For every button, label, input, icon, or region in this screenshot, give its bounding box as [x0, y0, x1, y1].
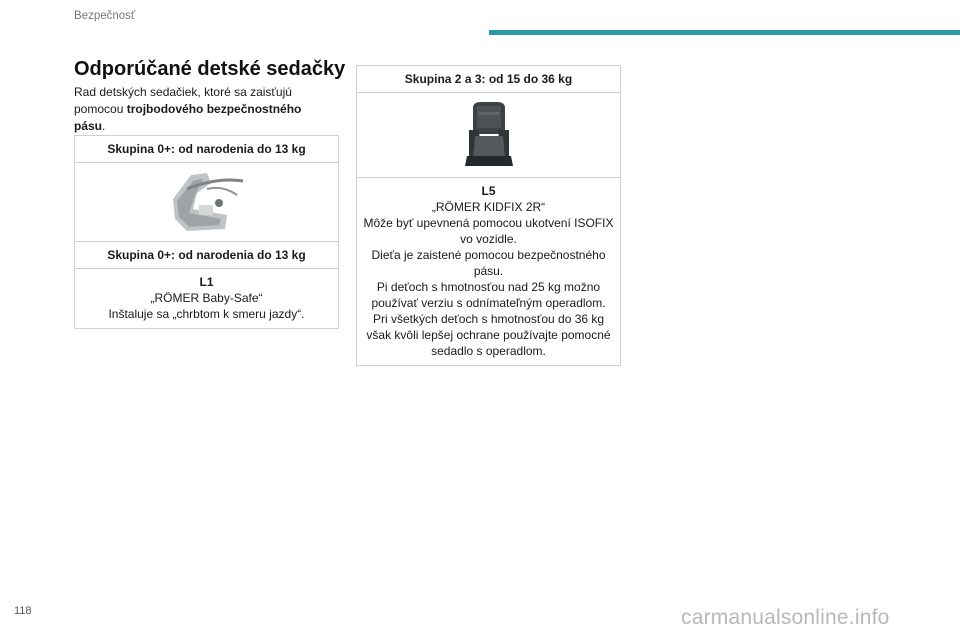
page-number: 118 — [14, 605, 32, 617]
header-accent-bar — [489, 30, 960, 35]
booster-seat-line: „RÖMER KIDFIX 2R“ — [431, 200, 546, 214]
booster-seat-description — [357, 178, 620, 365]
booster-seat-table — [356, 65, 621, 366]
infant-group-subheader: Skupina 0+: od narodenia do 13 kg — [75, 242, 338, 269]
booster-seat-line: Pri všetkých deťoch s hmotnosťou do 36 kg však kvôli lepšej ochrane používajte pomocné sedadlo s operadlom. — [366, 312, 611, 358]
booster-seat-line: Môže byť upevnená pomocou ukotvení ISOFIX vo vozidle. — [363, 216, 614, 246]
infant-seat-line: „RÖMER Baby-Safe“ — [150, 291, 263, 305]
booster-seat-image — [357, 93, 620, 178]
section-label: Bezpečnosť — [74, 10, 136, 22]
booster-group-header: Skupina 2 a 3: od 15 do 36 kg — [357, 66, 620, 93]
booster-seat-line: Pi deťoch s hmotnosťou nad 25 kg možno používať verziu s odnímateľným operadlom. — [371, 280, 606, 310]
intro-bold-text: trojbodového bezpečnostného pásu — [74, 102, 302, 133]
intro-text: Rad detských sedačiek, ktoré sa zaisťujú pomocou — [74, 85, 292, 116]
booster-seat-line: Dieťa je zaistené pomocou bezpečnostného pásu. — [371, 248, 606, 278]
infant-seat-description — [75, 269, 338, 328]
infant-seat-code: L1 — [199, 275, 214, 289]
page-title: Odporúčané detské sedačky — [74, 58, 346, 80]
booster-seat-icon — [459, 100, 519, 170]
watermark-text: carmanualsonline.info — [681, 606, 890, 629]
infant-carrier-icon — [167, 169, 247, 235]
infant-seat-table — [74, 135, 339, 329]
booster-seat-code: L5 — [481, 184, 496, 198]
infant-group-header: Skupina 0+: od narodenia do 13 kg — [75, 136, 338, 163]
intro-text-end: . — [102, 119, 106, 133]
infant-seat-image — [75, 163, 338, 242]
infant-seat-line: Inštaluje sa „chrbtom k smeru jazdy“. — [108, 307, 305, 321]
intro-paragraph — [74, 84, 336, 135]
